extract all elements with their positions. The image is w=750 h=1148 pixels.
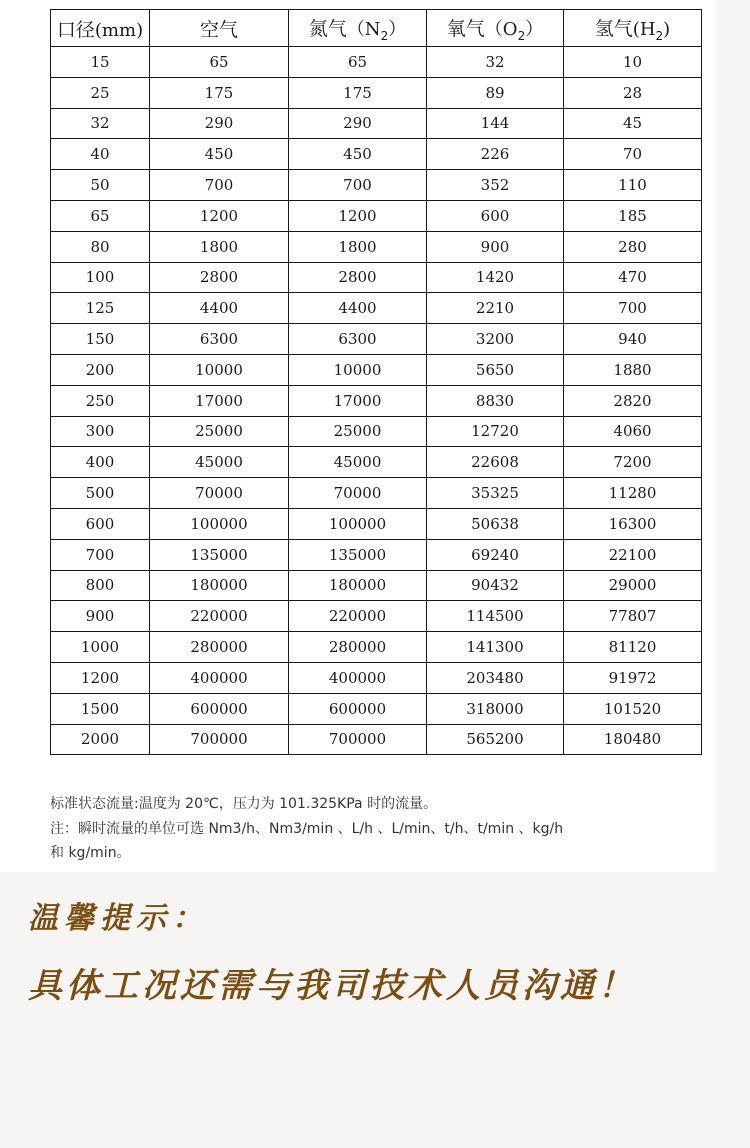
table-cell: 1880: [564, 354, 702, 385]
table-cell: 65: [51, 200, 150, 231]
table-cell: 900: [51, 601, 150, 632]
table-row: [51, 570, 702, 601]
table-cell: 45000: [150, 447, 289, 478]
table-cell: 22608: [427, 447, 564, 478]
table-row: [51, 416, 702, 447]
table-cell: 135000: [150, 539, 289, 570]
table-cell: 16300: [564, 508, 702, 539]
table-cell: 25000: [289, 416, 427, 447]
table-cell: 11280: [564, 478, 702, 509]
table-cell: 40: [51, 139, 150, 170]
standard-condition-note: 标准状态流量:温度为 20℃，压力为 101.325KPa 时的流量。: [50, 796, 438, 812]
table-cell: 77807: [564, 601, 702, 632]
table-cell: 80: [51, 231, 150, 262]
table-cell: 400000: [289, 662, 427, 693]
table-cell: 89: [427, 77, 564, 108]
table-cell: 7200: [564, 447, 702, 478]
table-cell: 180000: [150, 570, 289, 601]
table-cell: 45000: [289, 447, 427, 478]
table-cell: 28: [564, 77, 702, 108]
table-cell: 250: [51, 385, 150, 416]
table-row: [51, 508, 702, 539]
table-cell: 17000: [289, 385, 427, 416]
table-cell: 400: [51, 447, 150, 478]
table-cell: 6300: [150, 324, 289, 355]
column-header-2: 氮气$(N_2)$: [289, 10, 427, 47]
table-cell: 600000: [150, 693, 289, 724]
table-cell: 1800: [150, 231, 289, 262]
table-cell: 144: [427, 108, 564, 139]
table-row: [51, 632, 702, 663]
table-row: [51, 170, 702, 201]
table-cell: 32: [427, 47, 564, 78]
table-cell: 10: [564, 47, 702, 78]
table-cell: 12720: [427, 416, 564, 447]
table-cell: 700: [51, 539, 150, 570]
table-cell: 90432: [427, 570, 564, 601]
table-row: [51, 324, 702, 355]
table-cell: 290: [150, 108, 289, 139]
table-cell: 185: [564, 200, 702, 231]
table-cell: 45: [564, 108, 702, 139]
table-cell: 4060: [564, 416, 702, 447]
table-cell: 2800: [289, 262, 427, 293]
table-cell: 180480: [564, 724, 702, 755]
table-cell: 91972: [564, 662, 702, 693]
table-cell: 220000: [289, 601, 427, 632]
table-cell: 100000: [289, 508, 427, 539]
table-cell: 2820: [564, 385, 702, 416]
table-cell: 450: [150, 139, 289, 170]
table-row: [51, 108, 702, 139]
table-cell: 565200: [427, 724, 564, 755]
table-cell: 280000: [289, 632, 427, 663]
table-cell: 10000: [289, 354, 427, 385]
table-cell: 69240: [427, 539, 564, 570]
table-cell: 1000: [51, 632, 150, 663]
table-cell: 600: [427, 200, 564, 231]
table-cell: 6300: [289, 324, 427, 355]
table-cell: 5650: [427, 354, 564, 385]
table-cell: 600000: [289, 693, 427, 724]
table-cell: 300: [51, 416, 150, 447]
table-cell: 1500: [51, 693, 150, 724]
column-header-0: 口径(mm): [51, 10, 150, 47]
table-cell: 81120: [564, 632, 702, 663]
table-cell: 220000: [150, 601, 289, 632]
tip-body: 具体工况还需与我司技术人员沟通！: [28, 966, 636, 1006]
table-cell: 180000: [289, 570, 427, 601]
table-cell: 4400: [289, 293, 427, 324]
table-row: [51, 539, 702, 570]
table-cell: 1200: [289, 200, 427, 231]
table-cell: 700000: [150, 724, 289, 755]
table-cell: 175: [150, 77, 289, 108]
table-cell: 200: [51, 354, 150, 385]
table-row: [51, 693, 702, 724]
table-cell: 17000: [150, 385, 289, 416]
table-row: [51, 47, 702, 78]
table-cell: 280000: [150, 632, 289, 663]
table-cell: 470: [564, 262, 702, 293]
table-cell: 29000: [564, 570, 702, 601]
table-row: [51, 662, 702, 693]
table-row: [51, 293, 702, 324]
table-cell: 114500: [427, 601, 564, 632]
table-cell: 226: [427, 139, 564, 170]
table-cell: 940: [564, 324, 702, 355]
table-cell: 3200: [427, 324, 564, 355]
table-cell: 100000: [150, 508, 289, 539]
table-cell: 175: [289, 77, 427, 108]
table-row: [51, 200, 702, 231]
table-cell: 400000: [150, 662, 289, 693]
tip-title: 温馨提示：: [28, 901, 208, 936]
table-cell: 70000: [289, 478, 427, 509]
table-cell: 50638: [427, 508, 564, 539]
table-cell: 141300: [427, 632, 564, 663]
table-row: [51, 231, 702, 262]
table-body: [51, 47, 702, 755]
table-cell: 10000: [150, 354, 289, 385]
column-header-4: 氢气$(H_2)$: [564, 10, 702, 47]
table-cell: 700000: [289, 724, 427, 755]
table-cell: 600: [51, 508, 150, 539]
table-cell: 65: [289, 47, 427, 78]
table-cell: 25000: [150, 416, 289, 447]
column-header-3: 氧气$(O_2)$: [427, 10, 564, 47]
unit-options-note: 注：瞬时流量的单位可选 Nm3/h、Nm3/min 、L/h 、L/min、t/h、t/min 、kg/h: [50, 821, 564, 837]
table-cell: 1420: [427, 262, 564, 293]
table-cell: 450: [289, 139, 427, 170]
table-cell: 352: [427, 170, 564, 201]
table-cell: 280: [564, 231, 702, 262]
table-cell: 101520: [564, 693, 702, 724]
table-row: [51, 447, 702, 478]
table-cell: 65: [150, 47, 289, 78]
table-cell: 2000: [51, 724, 150, 755]
table-cell: 125: [51, 293, 150, 324]
table-cell: 70: [564, 139, 702, 170]
table-cell: 290: [289, 108, 427, 139]
table-cell: 1200: [51, 662, 150, 693]
table-cell: 1800: [289, 231, 427, 262]
table-cell: 800: [51, 570, 150, 601]
table-cell: 100: [51, 262, 150, 293]
table-cell: 70000: [150, 478, 289, 509]
table-cell: 150: [51, 324, 150, 355]
table-row: [51, 354, 702, 385]
table-cell: 135000: [289, 539, 427, 570]
table-row: [51, 724, 702, 755]
table-cell: 35325: [427, 478, 564, 509]
table-cell: 500: [51, 478, 150, 509]
table-cell: 900: [427, 231, 564, 262]
table-cell: 2800: [150, 262, 289, 293]
table-cell: 203480: [427, 662, 564, 693]
flow-rate-table: [50, 9, 702, 755]
table-cell: 318000: [427, 693, 564, 724]
table-cell: 2210: [427, 293, 564, 324]
table-cell: 50: [51, 170, 150, 201]
table-row: [51, 601, 702, 632]
table-cell: 700: [564, 293, 702, 324]
table-cell: 4400: [150, 293, 289, 324]
table-row: [51, 478, 702, 509]
table-header: [51, 10, 702, 47]
table-cell: 25: [51, 77, 150, 108]
unit-options-note-cont: 和 kg/min。: [50, 845, 131, 861]
table-cell: 110: [564, 170, 702, 201]
table-cell: 1200: [150, 200, 289, 231]
table-row: [51, 262, 702, 293]
column-header-1: 空气: [150, 10, 289, 47]
table-row: [51, 77, 702, 108]
table-cell: 32: [51, 108, 150, 139]
table-cell: 700: [289, 170, 427, 201]
table-cell: 15: [51, 47, 150, 78]
table-row: [51, 139, 702, 170]
table-row: [51, 385, 702, 416]
table-cell: 8830: [427, 385, 564, 416]
table-cell: 700: [150, 170, 289, 201]
table-cell: 22100: [564, 539, 702, 570]
